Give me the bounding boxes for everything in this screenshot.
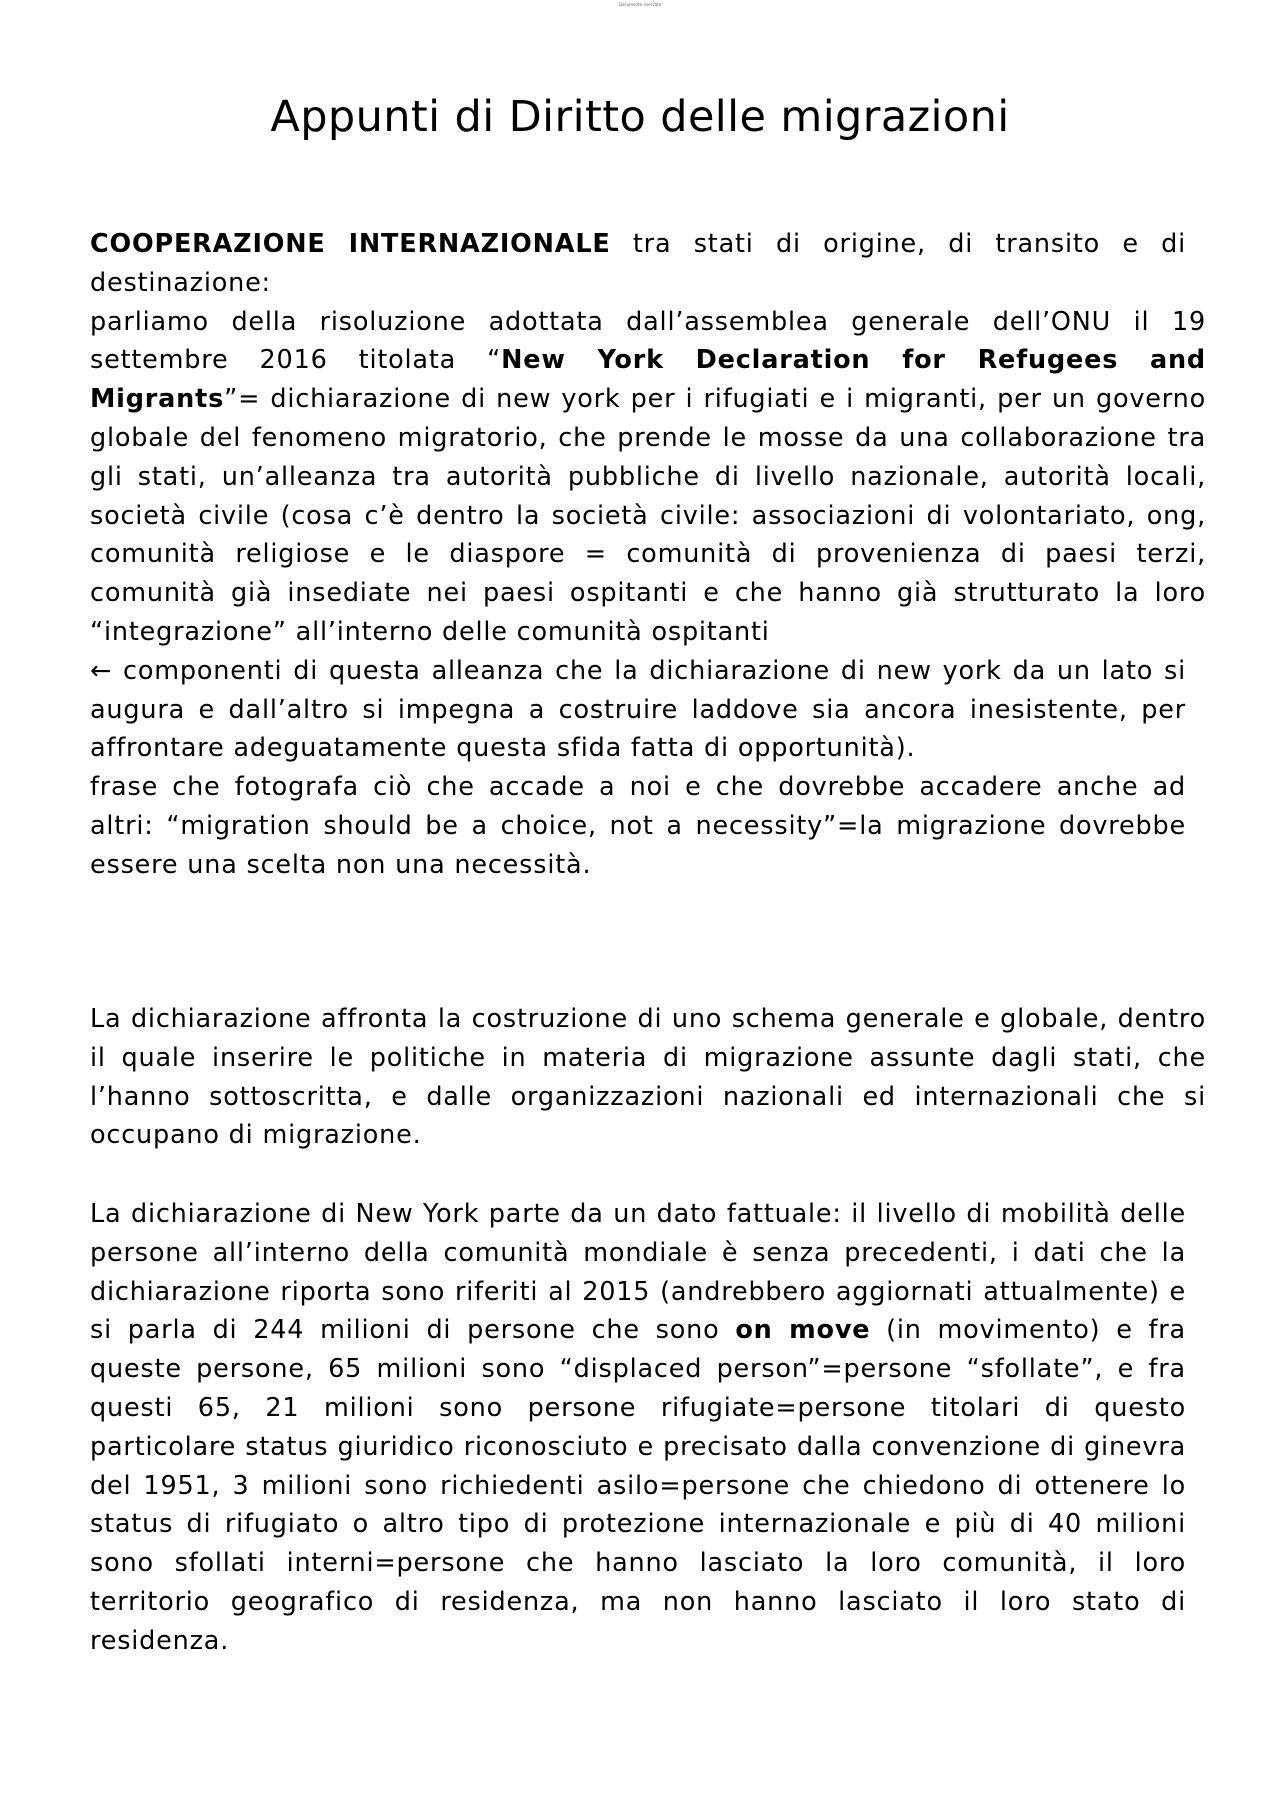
paragraph-text: (in movimento) e fra queste persone, 65 milioni sono “displaced person”=persone “sfollate”, e fra questi 65, 21 milioni sono persone rifugiate=persone titolari di questo particolare status giuridico riconosciuto e precisato dalla convenzione di ginevra del 1951, 3 milioni sono richiedenti asilo=persone che chiedono di ottenere lo status di rifugiato o altro tipo di protezione internazionale e più di 40 milioni sono sfollati interni=persone che hanno lasciato la loro comunità, il loro territorio geografico di residenza, ma non hanno lasciato il loro stato di residenza. [90,1315,1186,1656]
paragraph-quote: frase che fotografa ciò che accade a noi e che dovrebbe accadere anche ad altri: “migration should be a choice, not a necessity”=la migrazione dovrebbe essere una scelta non una necessità. [90,772,1186,880]
declaration-title: New York Declaration for Refugees and Migrants [90,345,1206,415]
section-cooperazione [90,225,1206,885]
paragraph-declaration [90,303,1206,652]
paragraph-data [90,1195,1186,1661]
page-title: Appunti di Diritto delle migrazioni [270,92,1010,142]
on-move-term: on move [735,1315,871,1346]
paragraph-alliance: ← componenti di questa alleanza che la dichiarazione di new york da un lato si augura e dall’altro si impegna a costruire laddove sia ancora inesistente, per affrontare adeguatamente questa sfida fatta di opportunità). [90,655,1186,764]
paragraph-schema: La dichiarazione affronta la costruzione di uno schema generale e globale, dentro il quale inserire le politiche in materia di migrazione assunte dagli stati, che l’hanno sottoscritta, e dalle organizzazioni nazionali ed internazionali che si occupano di migrazione. [90,1004,1206,1151]
section-heading-rest: tra stati di origine, di transito e di destinazione: [90,229,1186,298]
paragraph-text: ”= dichiarazione di new york per i rifugiati e i migranti, per un governo globale del fenomeno migratorio, che prende le mosse da una collaborazione tra gli stati, un’alleanza tra autorità pubbliche di livello nazionale, autorità locali, società civile (cosa c’è dentro la società civile: associazioni di volontariato, ong, comunità religiose e le diaspore = comunità di provenienza di paesi terzi, comunità già insediate nei paesi ospitanti e che hanno già strutturato la loro “integrazione” all’interno delle comunità ospitanti [90,384,1206,647]
paragraph-text: La dichiarazione di New York parte da un dato fattuale: il livello di mobilità delle persone all’interno della comunità mondiale è senza precedenti, i dati che la dichiarazione riporta sono riferiti al 2015 (andrebbero aggiornati attualmente) e si parla di 244 milioni di persone che sono [90,1199,1186,1346]
paragraph-text: parliamo della risoluzione adottata dall’assemblea generale dell’ONU il 19 settembre 2016 titolata “ [90,306,1206,376]
header-watermark: Documento riservato [618,2,662,7]
section-dati [90,1195,1186,1661]
section-heading-line [90,225,1186,303]
section-heading: COOPERAZIONE INTERNAZIONALE [90,229,611,259]
section-schema [90,1000,1206,1155]
